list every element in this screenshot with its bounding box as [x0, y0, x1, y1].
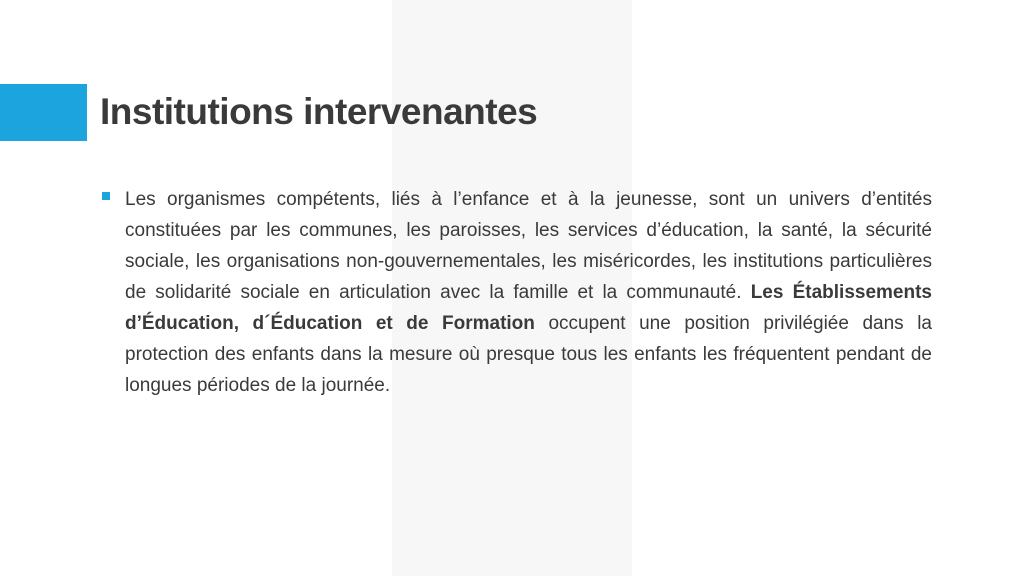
bullet-item — [100, 184, 932, 401]
square-bullet-icon — [102, 192, 110, 200]
bullet-text-intro: Les organismes compétents, liés à l’enfance et à la jeunesse, sont un univers d’entités constituées par les communes, les paroisses, les services d’éducation, la santé, la sécurité sociale, les organisations non-gouvernementales, les miséricordes, les institutions particulières de solidarité sociale en articulation avec la famille et la communauté. — [125, 189, 932, 303]
slide-title: Institutions intervenantes — [100, 91, 538, 132]
bullet-text-conclusion: occupent une position privilégiée dans la protection des enfants dans la mesure où presque tous les enfants les fréquentent pendant de longues périodes de la journée. — [125, 313, 933, 396]
bullet-paragraph — [125, 184, 932, 401]
title-accent-bar — [0, 84, 87, 141]
bullet-text-bold: Les Établissements d’Éducation, d´Éducation et de Formation — [125, 282, 932, 334]
bullet-list — [100, 184, 932, 401]
